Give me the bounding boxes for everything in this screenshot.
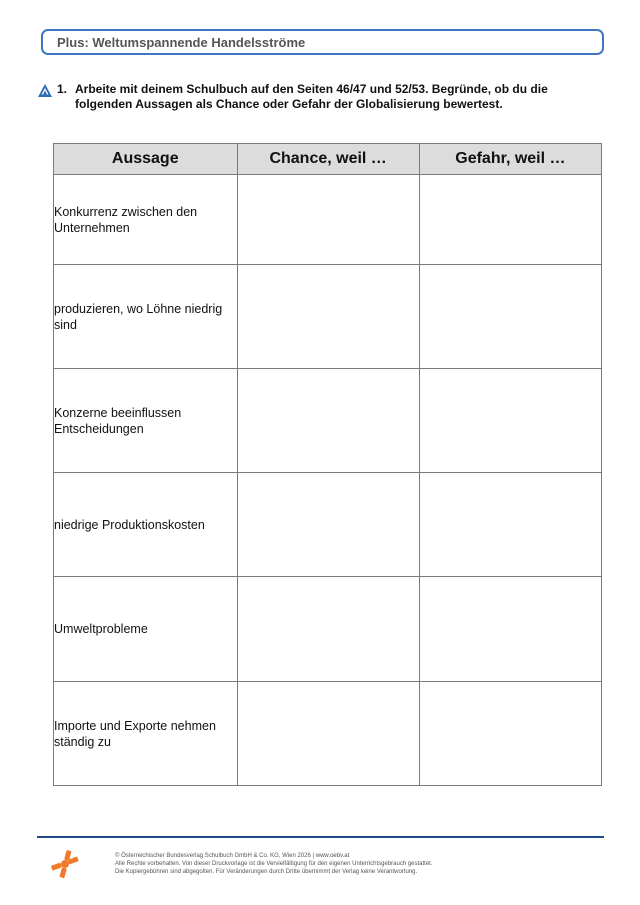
triangle-level-icon (38, 84, 52, 97)
statement-cell: niedrige Produktionskosten (54, 473, 238, 577)
gefahr-answer-cell[interactable] (419, 175, 601, 265)
header-aussage: Aussage (54, 144, 238, 175)
worksheet-table (53, 143, 602, 786)
gefahr-answer-cell[interactable] (419, 369, 601, 473)
header-chance: Chance, weil … (237, 144, 419, 175)
task-number: 1. (57, 82, 68, 96)
table-row (54, 265, 602, 369)
statement-cell: Importe und Exporte nehmen ständig zu (54, 682, 238, 786)
gefahr-answer-cell[interactable] (419, 682, 601, 786)
footer-copyright (115, 852, 433, 876)
footer-line-2: Alle Rechte vorbehalten. Von dieser Druckvorlage ist die Vervielfältigung für den eigenen Unterrichtsgebrauch gestattet. (115, 861, 433, 867)
chance-answer-cell[interactable] (237, 369, 419, 473)
table-row (54, 577, 602, 682)
statement-cell: Umweltprobleme (54, 577, 238, 682)
statement-cell: Konkurrenz zwischen den Unternehmen (54, 175, 238, 265)
table-row (54, 473, 602, 577)
table-row (54, 369, 602, 473)
table-row (54, 682, 602, 786)
gefahr-answer-cell[interactable] (419, 577, 601, 682)
table-row (54, 175, 602, 265)
chance-answer-cell[interactable] (237, 577, 419, 682)
chance-answer-cell[interactable] (237, 473, 419, 577)
statement-cell: produzieren, wo Löhne niedrig sind (54, 265, 238, 369)
footer-line-3: Die Kopiergebühren sind abgegolten. Für Veränderungen durch Dritte übernimmt der Verlag keine Verantwortung. (115, 869, 418, 875)
gefahr-answer-cell[interactable] (419, 473, 601, 577)
statement-cell: Konzerne beeinflussen Entscheidungen (54, 369, 238, 473)
chance-answer-cell[interactable] (237, 265, 419, 369)
chance-answer-cell[interactable] (237, 175, 419, 265)
footer-divider (37, 836, 604, 838)
section-title: Plus: Weltumspannende Handelsströme (57, 35, 306, 50)
publisher-logo-icon (50, 849, 80, 879)
header-gefahr: Gefahr, weil … (419, 144, 601, 175)
footer-line-1: © Österreichischer Bundesverlag Schulbuch GmbH & Co. KG, Wien 2026 | www.oebv.at (115, 853, 350, 859)
chance-answer-cell[interactable] (237, 682, 419, 786)
section-title-box (41, 29, 604, 55)
table-header-row (54, 144, 602, 175)
gefahr-answer-cell[interactable] (419, 265, 601, 369)
task-text: Arbeite mit deinem Schulbuch auf den Seiten 46/47 und 52/53. Begründe, ob du die folgenden Aussagen als Chance oder Gefahr der Globalisierung bewertest. (75, 82, 548, 111)
